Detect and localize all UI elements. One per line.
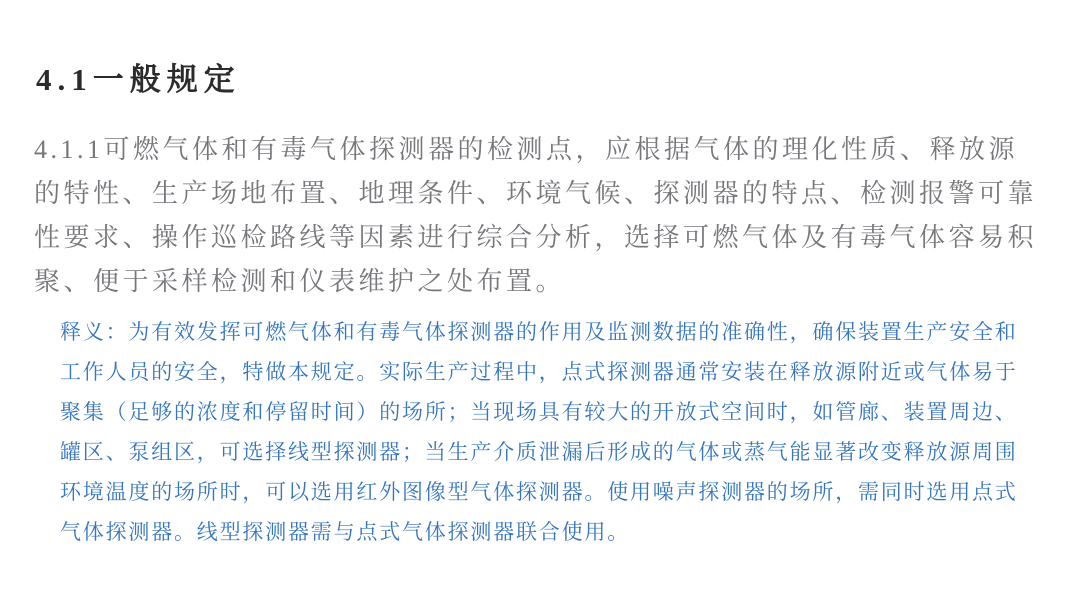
clause-line: 4.1.1可燃气体和有毒气体探测器的检测点，应根据气体的理化性质、释放源	[34, 135, 1019, 164]
clause-line: 的特性、生产场地布置、地理条件、环境气候、探测器的特点、检测报警可靠	[34, 179, 1038, 208]
annotation-line: 释义：为有效发挥可燃气体和有毒气体探测器的作用及监测数据的准确性，确保装置生产安全和	[60, 320, 1018, 344]
clause-line: 聚、便于采样检测和仪表维护之处布置。	[34, 267, 566, 296]
annotation-line: 气体探测器。线型探测器需与点式气体探测器联合使用。	[60, 520, 630, 544]
annotation-paragraph	[60, 312, 1040, 552]
annotation-line: 罐区、泵组区，可选择线型探测器；当生产介质泄漏后形成的气体或蒸气能显著改变释放源周围	[60, 440, 1018, 464]
annotation-line: 环境温度的场所时，可以选用红外图像型气体探测器。使用噪声探测器的场所，需同时选用点式	[60, 480, 1018, 504]
annotation-line: 聚集（足够的浓度和停留时间）的场所；当现场具有较大的开放式空间时，如管廊、装置周边、	[60, 400, 1018, 424]
annotation-line: 工作人员的安全，特做本规定。实际生产过程中，点式探测器通常安装在释放源附近或气体易于	[60, 360, 1018, 384]
clause-line: 性要求、操作巡检路线等因素进行综合分析，选择可燃气体及有毒气体容易积	[34, 223, 1038, 252]
section-title: 4.1一般规定	[36, 62, 241, 97]
clause-4-1-1	[34, 128, 1050, 304]
